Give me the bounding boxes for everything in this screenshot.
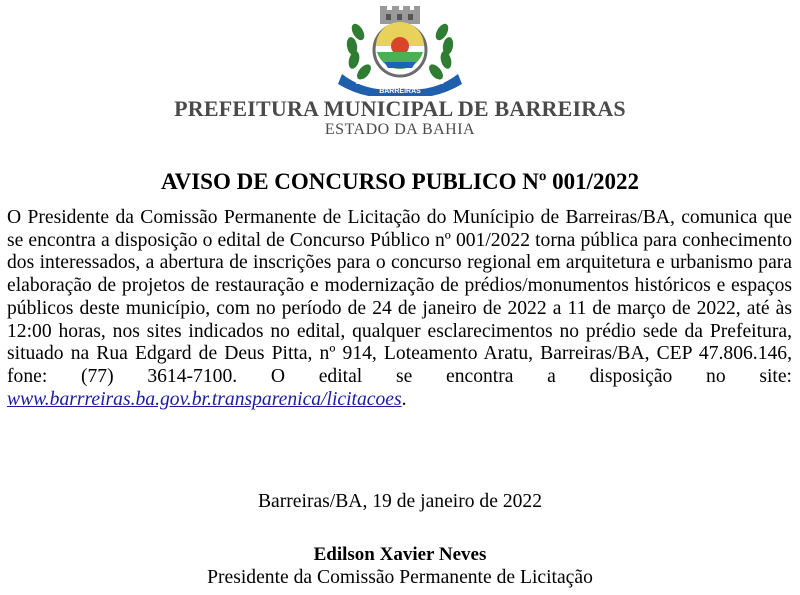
signer-name: Edilson Xavier Neves — [313, 544, 487, 565]
crown-icon — [380, 6, 420, 24]
institution-subtitle: ESTADO DA BAHIA — [324, 121, 476, 138]
notice-body — [7, 207, 792, 411]
shield-icon — [374, 22, 426, 76]
notice-body-text: O Presidente da Comissão Permanente de Licitação do Munícipio de Barreiras/BA, comunica que se encontra a disposição o edital de Concurso Público nº 001/2022 torna pública para conhecimento dos interessados, a abertura de inscrições para o concurso regional em arquitetura e urbanismo para elaboração de projetos de restauração e modernização de prédios/monumentos históricos e espaços públicos deste município, com no período de 24 de janeiro de 2022 a 11 de março de 2022, até às 12:00 horas, nos sites indicados no edital, qualquer esclarecimentos no prédio sede da Prefeitura, situado na Rua Edgard de Deus Pitta, nº 914, Loteamento Aratu, Barreiras/BA, CEP 47.806.146, fone: (77) 3614-7100. O edital se encontra a disposição no site: — [7, 207, 792, 387]
institution-title: PREFEITURA MUNICIPAL DE BARREIRAS — [174, 96, 626, 121]
municipal-coat-of-arms-icon — [328, 2, 472, 96]
crest-year-left: 20-05 — [356, 79, 374, 86]
crest-year-right: 1891 — [428, 79, 444, 86]
notice-title: AVISO DE CONCURSO PUBLICO Nº 001/2022 — [160, 169, 640, 194]
edital-link[interactable]: www.barrreiras.ba.gov.br.transparenica/licitacoes — [7, 388, 402, 410]
crest-banner-text: BARREIRAS — [379, 88, 421, 95]
date-line: Barreiras/BA, 19 de janeiro de 2022 — [257, 491, 543, 512]
signer-role: Presidente da Comissão Permanente de Licitação — [207, 567, 593, 588]
notice-body-suffix: . — [401, 388, 407, 410]
